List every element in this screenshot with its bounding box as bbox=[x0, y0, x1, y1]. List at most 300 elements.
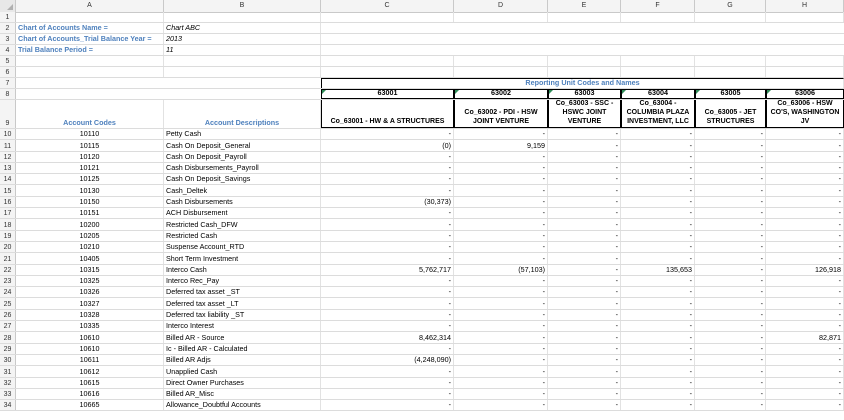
unit-name-cell[interactable] bbox=[548, 100, 621, 128]
amount-cell[interactable] bbox=[454, 344, 548, 354]
amount-cell[interactable] bbox=[548, 152, 621, 162]
account-description-cell[interactable] bbox=[164, 298, 321, 308]
amount-cell[interactable] bbox=[321, 152, 454, 162]
amount-cell[interactable] bbox=[766, 174, 844, 184]
empty-cell[interactable] bbox=[695, 56, 766, 66]
amount-cell[interactable] bbox=[454, 129, 548, 139]
amount-cell[interactable] bbox=[621, 174, 695, 184]
row-header[interactable] bbox=[0, 219, 16, 229]
row-header[interactable] bbox=[0, 197, 16, 207]
account-description-cell[interactable] bbox=[164, 378, 321, 388]
unit-name-text: Co_63003 - SSC - HSWC JOINT VENTURE bbox=[555, 100, 614, 125]
account-description-cell[interactable] bbox=[164, 253, 321, 263]
amount-cell[interactable] bbox=[766, 208, 844, 218]
empty-cell[interactable] bbox=[321, 12, 454, 22]
amount-cell[interactable] bbox=[695, 355, 766, 365]
row-header[interactable] bbox=[0, 163, 16, 173]
account-description-cell[interactable] bbox=[164, 287, 321, 297]
amount-cell[interactable] bbox=[321, 298, 454, 308]
period-value[interactable] bbox=[164, 45, 321, 55]
amount-cell[interactable] bbox=[321, 185, 454, 195]
row-header[interactable] bbox=[0, 310, 16, 320]
amount-cell[interactable] bbox=[766, 219, 844, 229]
amount-cell[interactable] bbox=[548, 174, 621, 184]
amount-cell[interactable] bbox=[621, 276, 695, 286]
amount-cell[interactable] bbox=[321, 265, 454, 275]
amount-cell[interactable] bbox=[454, 389, 548, 399]
amount-cell[interactable] bbox=[454, 355, 548, 365]
amount-cell[interactable] bbox=[321, 366, 454, 376]
row-header[interactable] bbox=[0, 100, 16, 128]
account-description-cell[interactable] bbox=[164, 276, 321, 286]
account-code-cell[interactable] bbox=[16, 310, 164, 320]
row-header[interactable] bbox=[0, 287, 16, 297]
account-description-cell[interactable] bbox=[164, 321, 321, 331]
amount-cell[interactable] bbox=[695, 197, 766, 207]
amount-cell[interactable] bbox=[454, 287, 548, 297]
amount-cell[interactable] bbox=[766, 129, 844, 139]
account-description-cell[interactable] bbox=[164, 389, 321, 399]
amount-cell[interactable] bbox=[548, 231, 621, 241]
amount-cell[interactable] bbox=[321, 174, 454, 184]
amount-cell[interactable] bbox=[321, 321, 454, 331]
amount-cell[interactable] bbox=[766, 378, 844, 388]
amount-cell[interactable] bbox=[695, 152, 766, 162]
unit-code-cell[interactable] bbox=[695, 89, 766, 99]
amount-cell[interactable] bbox=[548, 332, 621, 342]
account-code-cell-text: 10615 bbox=[79, 377, 100, 387]
account-description-cell[interactable] bbox=[164, 366, 321, 376]
amount-cell[interactable] bbox=[621, 389, 695, 399]
amount-cell[interactable] bbox=[454, 219, 548, 229]
amount-cell[interactable] bbox=[621, 185, 695, 195]
row-header[interactable] bbox=[0, 140, 16, 150]
row-header[interactable] bbox=[0, 45, 16, 55]
amount-cell[interactable] bbox=[321, 197, 454, 207]
select-all-corner[interactable] bbox=[0, 0, 16, 12]
amount-cell[interactable] bbox=[321, 129, 454, 139]
amount-cell[interactable] bbox=[766, 185, 844, 195]
amount-cell[interactable] bbox=[548, 400, 621, 410]
account-code-cell[interactable] bbox=[16, 321, 164, 331]
amount-cell[interactable] bbox=[454, 197, 548, 207]
amount-cell[interactable] bbox=[621, 242, 695, 252]
amount-cell[interactable] bbox=[548, 242, 621, 252]
unit-name-cell[interactable] bbox=[321, 100, 454, 128]
amount-cell[interactable] bbox=[695, 287, 766, 297]
amount-cell[interactable] bbox=[321, 355, 454, 365]
amount-cell[interactable] bbox=[454, 185, 548, 195]
amount-cell[interactable] bbox=[454, 276, 548, 286]
amount-cell[interactable] bbox=[321, 140, 454, 150]
account-code-cell[interactable] bbox=[16, 185, 164, 195]
unit-name-cell[interactable] bbox=[454, 100, 548, 128]
amount-cell[interactable] bbox=[454, 265, 548, 275]
amount-cell[interactable] bbox=[621, 355, 695, 365]
amount-cell[interactable] bbox=[621, 265, 695, 275]
amount-cell[interactable] bbox=[695, 231, 766, 241]
amount-cell[interactable] bbox=[548, 310, 621, 320]
account-description-cell[interactable] bbox=[164, 174, 321, 184]
row-header[interactable] bbox=[0, 174, 16, 184]
amount-cell[interactable] bbox=[621, 344, 695, 354]
amount-cell[interactable] bbox=[454, 332, 548, 342]
amount-cell[interactable] bbox=[621, 366, 695, 376]
amount-cell[interactable] bbox=[454, 163, 548, 173]
empty-cell[interactable] bbox=[16, 12, 164, 22]
amount-cell[interactable] bbox=[766, 366, 844, 376]
amount-cell[interactable] bbox=[695, 219, 766, 229]
amount-cell[interactable] bbox=[454, 242, 548, 252]
amount-cell[interactable] bbox=[695, 298, 766, 308]
row-header[interactable] bbox=[0, 378, 16, 388]
row-header[interactable] bbox=[0, 389, 16, 399]
amount-cell[interactable] bbox=[695, 310, 766, 320]
amount-cell[interactable] bbox=[766, 152, 844, 162]
account-description-cell[interactable] bbox=[164, 219, 321, 229]
amount-cell[interactable] bbox=[695, 378, 766, 388]
amount-cell[interactable] bbox=[454, 208, 548, 218]
amount-cell[interactable] bbox=[321, 400, 454, 410]
account-description-cell[interactable] bbox=[164, 231, 321, 241]
amount-cell[interactable] bbox=[548, 321, 621, 331]
amount-cell-text: - bbox=[448, 366, 451, 376]
unit-code-cell[interactable] bbox=[321, 89, 454, 99]
amount-cell[interactable] bbox=[621, 219, 695, 229]
account-code-cell[interactable] bbox=[16, 400, 164, 410]
account-code-cell-text: 10315 bbox=[79, 264, 100, 274]
amount-cell-text: - bbox=[448, 208, 451, 218]
empty-cell[interactable] bbox=[548, 56, 621, 66]
empty-cell[interactable] bbox=[321, 56, 454, 66]
empty-cell[interactable] bbox=[766, 12, 844, 22]
amount-cell[interactable] bbox=[454, 366, 548, 376]
chart-name-value[interactable] bbox=[164, 23, 321, 33]
amount-cell[interactable] bbox=[766, 242, 844, 252]
row-header[interactable] bbox=[0, 185, 16, 195]
amount-cell[interactable] bbox=[621, 163, 695, 173]
amount-cell-text: - bbox=[760, 140, 763, 150]
empty-cell[interactable] bbox=[766, 67, 844, 77]
account-code-cell[interactable] bbox=[16, 355, 164, 365]
empty-cell[interactable] bbox=[454, 67, 548, 77]
account-description-cell[interactable] bbox=[164, 355, 321, 365]
amount-cell[interactable] bbox=[695, 163, 766, 173]
account-code-cell[interactable] bbox=[16, 366, 164, 376]
year-value[interactable] bbox=[164, 34, 321, 44]
amount-cell[interactable] bbox=[766, 253, 844, 263]
amount-cell[interactable] bbox=[621, 287, 695, 297]
row-header[interactable] bbox=[0, 298, 16, 308]
amount-cell[interactable] bbox=[695, 400, 766, 410]
account-description-cell[interactable] bbox=[164, 152, 321, 162]
amount-cell[interactable] bbox=[766, 332, 844, 342]
amount-cell[interactable] bbox=[695, 129, 766, 139]
amount-cell[interactable] bbox=[695, 174, 766, 184]
empty-cell[interactable] bbox=[621, 67, 695, 77]
account-code-cell[interactable] bbox=[16, 253, 164, 263]
amount-cell[interactable] bbox=[548, 287, 621, 297]
account-codes-header[interactable] bbox=[16, 100, 164, 128]
amount-cell[interactable] bbox=[454, 231, 548, 241]
row-header[interactable] bbox=[0, 332, 16, 342]
amount-cell[interactable] bbox=[454, 152, 548, 162]
row-header[interactable] bbox=[0, 152, 16, 162]
amount-cell[interactable] bbox=[321, 242, 454, 252]
account-code-cell[interactable] bbox=[16, 208, 164, 218]
amount-cell[interactable] bbox=[766, 389, 844, 399]
account-code-cell[interactable] bbox=[16, 265, 164, 275]
sheet-row-12 bbox=[0, 152, 844, 163]
column-header-e[interactable]: E bbox=[548, 0, 621, 12]
row-header[interactable] bbox=[0, 129, 16, 139]
period-label[interactable] bbox=[16, 45, 164, 55]
amount-cell[interactable] bbox=[548, 389, 621, 399]
chart-name-label[interactable] bbox=[16, 23, 164, 33]
row-header[interactable] bbox=[0, 78, 16, 88]
row-header[interactable] bbox=[0, 253, 16, 263]
amount-cell[interactable] bbox=[454, 321, 548, 331]
amount-cell[interactable] bbox=[454, 174, 548, 184]
empty-cell[interactable] bbox=[321, 67, 454, 77]
empty-cell[interactable] bbox=[16, 67, 164, 77]
amount-cell[interactable] bbox=[548, 355, 621, 365]
row-header[interactable] bbox=[0, 366, 16, 376]
amount-cell[interactable] bbox=[454, 298, 548, 308]
account-code-cell[interactable] bbox=[16, 129, 164, 139]
unit-code-cell[interactable] bbox=[548, 89, 621, 99]
column-header-a[interactable]: A bbox=[16, 0, 164, 12]
amount-cell[interactable] bbox=[321, 332, 454, 342]
amount-cell[interactable] bbox=[548, 276, 621, 286]
amount-cell-text: - bbox=[615, 355, 618, 365]
account-code-cell[interactable] bbox=[16, 276, 164, 286]
amount-cell[interactable] bbox=[621, 253, 695, 263]
amount-cell[interactable] bbox=[766, 310, 844, 320]
amount-cell[interactable] bbox=[548, 265, 621, 275]
account-code-cell[interactable] bbox=[16, 152, 164, 162]
amount-cell[interactable] bbox=[548, 163, 621, 173]
row-header[interactable] bbox=[0, 276, 16, 286]
unit-code-cell[interactable] bbox=[621, 89, 695, 99]
amount-cell[interactable] bbox=[621, 231, 695, 241]
row-header[interactable] bbox=[0, 89, 16, 99]
amount-cell[interactable] bbox=[548, 140, 621, 150]
row-header[interactable] bbox=[0, 67, 16, 77]
account-code-cell[interactable] bbox=[16, 140, 164, 150]
amount-cell[interactable] bbox=[695, 253, 766, 263]
account-description-cell[interactable] bbox=[164, 242, 321, 252]
amount-cell[interactable] bbox=[548, 298, 621, 308]
row-header[interactable] bbox=[0, 208, 16, 218]
row-header[interactable] bbox=[0, 242, 16, 252]
amount-cell[interactable] bbox=[695, 208, 766, 218]
amount-cell[interactable] bbox=[621, 129, 695, 139]
amount-cell[interactable] bbox=[548, 129, 621, 139]
account-description-cell[interactable] bbox=[164, 197, 321, 207]
amount-cell[interactable] bbox=[454, 310, 548, 320]
amount-cell-text: 5,762,717 bbox=[419, 264, 451, 274]
amount-cell[interactable] bbox=[548, 208, 621, 218]
unit-code-cell[interactable] bbox=[766, 89, 844, 99]
amount-cell[interactable] bbox=[695, 366, 766, 376]
account-code-cell[interactable] bbox=[16, 389, 164, 399]
amount-cell-text: - bbox=[689, 208, 692, 218]
amount-cell[interactable] bbox=[321, 310, 454, 320]
account-description-cell[interactable] bbox=[164, 129, 321, 139]
account-description-cell[interactable] bbox=[164, 400, 321, 410]
amount-cell[interactable] bbox=[766, 400, 844, 410]
amount-cell[interactable] bbox=[766, 265, 844, 275]
amount-cell[interactable] bbox=[766, 298, 844, 308]
account-code-cell[interactable] bbox=[16, 298, 164, 308]
empty-cell[interactable] bbox=[454, 56, 548, 66]
row-header[interactable] bbox=[0, 400, 16, 410]
amount-cell-text: - bbox=[542, 366, 545, 376]
amount-cell[interactable] bbox=[321, 163, 454, 173]
unit-name-cell[interactable] bbox=[695, 100, 766, 128]
amount-cell[interactable] bbox=[766, 231, 844, 241]
amount-cell[interactable] bbox=[766, 355, 844, 365]
empty-cell[interactable] bbox=[621, 12, 695, 22]
account-description-cell[interactable] bbox=[164, 140, 321, 150]
amount-cell[interactable] bbox=[766, 344, 844, 354]
account-description-cell[interactable] bbox=[164, 208, 321, 218]
account-description-cell[interactable] bbox=[164, 163, 321, 173]
account-code-cell[interactable] bbox=[16, 231, 164, 241]
amount-cell[interactable] bbox=[548, 378, 621, 388]
empty-cell[interactable] bbox=[164, 12, 321, 22]
amount-cell[interactable] bbox=[621, 152, 695, 162]
column-header-f[interactable]: F bbox=[621, 0, 695, 12]
amount-cell[interactable] bbox=[695, 185, 766, 195]
amount-cell[interactable] bbox=[454, 400, 548, 410]
amount-cell[interactable] bbox=[454, 253, 548, 263]
amount-cell[interactable] bbox=[321, 231, 454, 241]
amount-cell[interactable] bbox=[621, 208, 695, 218]
amount-cell[interactable] bbox=[621, 310, 695, 320]
row-header[interactable] bbox=[0, 355, 16, 365]
column-header-c[interactable]: C bbox=[321, 0, 454, 12]
empty-cell[interactable] bbox=[766, 56, 844, 66]
account-description-cell[interactable] bbox=[164, 310, 321, 320]
amount-cell[interactable] bbox=[621, 400, 695, 410]
account-code-cell[interactable] bbox=[16, 378, 164, 388]
amount-cell[interactable] bbox=[621, 321, 695, 331]
amount-cell[interactable] bbox=[454, 378, 548, 388]
amount-cell[interactable] bbox=[766, 163, 844, 173]
empty-cell[interactable] bbox=[695, 67, 766, 77]
amount-cell-text: - bbox=[760, 163, 763, 173]
column-header-d[interactable]: D bbox=[454, 0, 548, 12]
amount-cell[interactable] bbox=[621, 332, 695, 342]
amount-cell[interactable] bbox=[695, 242, 766, 252]
column-header-b[interactable]: B bbox=[164, 0, 321, 12]
amount-cell[interactable] bbox=[548, 366, 621, 376]
row-header[interactable] bbox=[0, 23, 16, 33]
unit-name-cell[interactable] bbox=[621, 100, 695, 128]
amount-cell[interactable] bbox=[695, 140, 766, 150]
account-description-cell[interactable] bbox=[164, 344, 321, 354]
amount-cell[interactable] bbox=[766, 276, 844, 286]
column-header-h[interactable]: H bbox=[766, 0, 844, 12]
amount-cell[interactable] bbox=[321, 219, 454, 229]
amount-cell[interactable] bbox=[695, 276, 766, 286]
amount-cell[interactable] bbox=[321, 389, 454, 399]
amount-cell[interactable] bbox=[695, 321, 766, 331]
amount-cell[interactable] bbox=[695, 332, 766, 342]
account-description-cell[interactable] bbox=[164, 265, 321, 275]
account-code-cell[interactable] bbox=[16, 163, 164, 173]
unit-name-cell[interactable] bbox=[766, 100, 844, 128]
empty-cell[interactable] bbox=[164, 67, 321, 77]
amount-cell[interactable] bbox=[621, 140, 695, 150]
amount-cell[interactable] bbox=[621, 378, 695, 388]
amount-cell[interactable] bbox=[548, 197, 621, 207]
account-code-cell[interactable] bbox=[16, 332, 164, 342]
account-description-cell[interactable] bbox=[164, 185, 321, 195]
empty-cell[interactable] bbox=[16, 56, 164, 66]
account-descriptions-header[interactable] bbox=[164, 100, 321, 128]
row-header[interactable] bbox=[0, 231, 16, 241]
amount-cell[interactable] bbox=[321, 378, 454, 388]
amount-cell[interactable] bbox=[548, 185, 621, 195]
empty-cell[interactable] bbox=[621, 56, 695, 66]
account-code-cell[interactable] bbox=[16, 219, 164, 229]
empty-cell[interactable] bbox=[548, 12, 621, 22]
account-description-cell[interactable] bbox=[164, 332, 321, 342]
amount-cell[interactable] bbox=[321, 276, 454, 286]
amount-cell[interactable] bbox=[766, 287, 844, 297]
row-header[interactable] bbox=[0, 34, 16, 44]
empty-cell[interactable] bbox=[695, 12, 766, 22]
amount-cell[interactable] bbox=[621, 298, 695, 308]
row-header[interactable] bbox=[0, 344, 16, 354]
amount-cell[interactable] bbox=[695, 389, 766, 399]
reporting-unit-header[interactable] bbox=[321, 78, 844, 88]
account-code-cell[interactable] bbox=[16, 174, 164, 184]
amount-cell[interactable] bbox=[548, 253, 621, 263]
row-header[interactable] bbox=[0, 265, 16, 275]
row-header[interactable] bbox=[0, 321, 16, 331]
row-header[interactable] bbox=[0, 56, 16, 66]
amount-cell[interactable] bbox=[695, 344, 766, 354]
row-header[interactable] bbox=[0, 12, 16, 22]
amount-cell[interactable] bbox=[321, 287, 454, 297]
amount-cell[interactable] bbox=[548, 219, 621, 229]
amount-cell[interactable] bbox=[548, 344, 621, 354]
amount-cell[interactable] bbox=[321, 253, 454, 263]
amount-cell[interactable] bbox=[695, 265, 766, 275]
year-label[interactable] bbox=[16, 34, 164, 44]
account-code-cell[interactable] bbox=[16, 287, 164, 297]
unit-code-cell[interactable] bbox=[454, 89, 548, 99]
empty-cell[interactable] bbox=[548, 67, 621, 77]
amount-cell[interactable] bbox=[766, 197, 844, 207]
account-code-cell[interactable] bbox=[16, 242, 164, 252]
account-code-cell[interactable] bbox=[16, 197, 164, 207]
amount-cell[interactable] bbox=[766, 321, 844, 331]
column-header-g[interactable]: G bbox=[695, 0, 766, 12]
amount-cell[interactable] bbox=[766, 140, 844, 150]
amount-cell[interactable] bbox=[454, 140, 548, 150]
empty-cell[interactable] bbox=[164, 56, 321, 66]
amount-cell[interactable] bbox=[621, 197, 695, 207]
amount-cell[interactable] bbox=[321, 208, 454, 218]
empty-cell[interactable] bbox=[454, 12, 548, 22]
account-code-cell[interactable] bbox=[16, 344, 164, 354]
amount-cell[interactable] bbox=[321, 344, 454, 354]
